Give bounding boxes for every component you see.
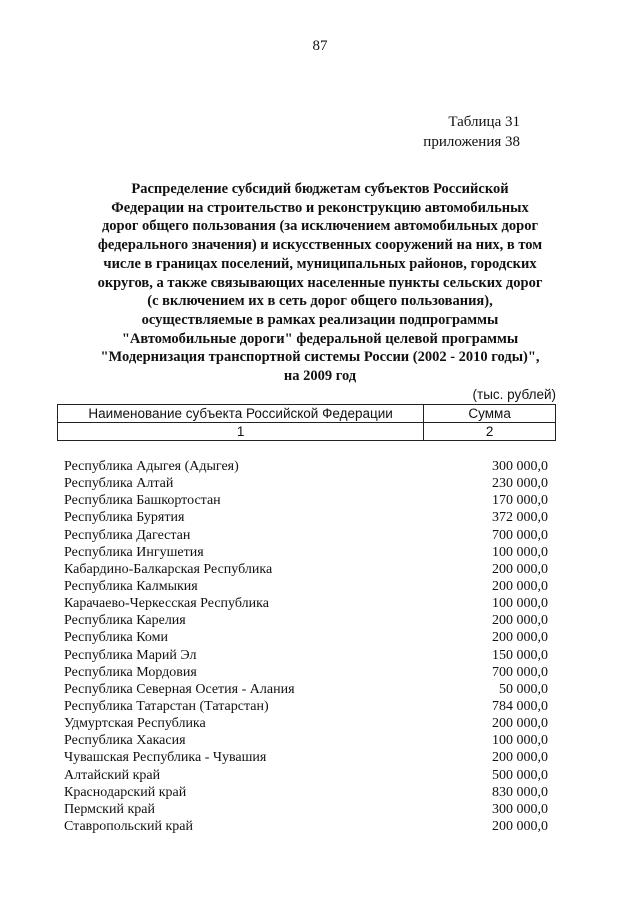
region-name: Удмуртская Республика — [64, 716, 206, 732]
title-line: (с включением их в сеть дорог общего пользования), — [147, 293, 493, 310]
title-line: числе в границах поселений, муниципальных районов, городских — [103, 255, 537, 272]
column-number-1: 1 — [58, 423, 424, 441]
table-row — [64, 458, 548, 475]
table-row — [64, 732, 548, 749]
table-row — [64, 561, 548, 578]
amount: 200 000,0 — [492, 750, 548, 766]
region-name: Республика Карелия — [64, 613, 186, 629]
amount: 170 000,0 — [492, 493, 548, 509]
amount: 500 000,0 — [492, 767, 548, 783]
region-name: Республика Алтай — [64, 476, 174, 492]
region-name: Ставропольский край — [64, 818, 193, 834]
title-line: осуществляемые в рамках реализации подпрограммы — [141, 311, 499, 328]
amount: 100 000,0 — [492, 733, 548, 749]
region-name: Карачаево-Черкесская Республика — [64, 596, 269, 612]
header-row — [58, 405, 556, 423]
title-line: "Модернизация транспортной системы России (2002 - 2010 годы)", — [100, 349, 540, 366]
amount: 372 000,0 — [492, 510, 548, 526]
amount: 200 000,0 — [492, 630, 548, 646]
table-row — [64, 578, 548, 595]
column-number-row — [58, 423, 556, 441]
amount: 150 000,0 — [492, 647, 548, 663]
region-name: Республика Северная Осетия - Алания — [64, 681, 295, 697]
amount: 300 000,0 — [492, 801, 548, 817]
amount: 200 000,0 — [492, 613, 548, 629]
units-label: (тыс. рублей) — [472, 387, 556, 402]
table-reference — [380, 112, 520, 152]
region-name: Республика Калмыкия — [64, 578, 198, 594]
region-name: Краснодарский край — [64, 784, 187, 800]
appendix-number: приложения 38 — [423, 134, 520, 150]
header-name-column: Наименование субъекта Российской Федерации — [58, 405, 424, 423]
amount: 100 000,0 — [492, 596, 548, 612]
region-name: Пермский край — [64, 801, 155, 817]
amount: 784 000,0 — [492, 698, 548, 714]
column-number-2: 2 — [424, 423, 556, 441]
region-name: Республика Татарстан (Татарстан) — [64, 698, 269, 714]
table-row — [64, 509, 548, 526]
table-row — [64, 647, 548, 664]
table-header — [57, 404, 556, 441]
table-row — [64, 784, 548, 801]
table-row — [64, 492, 548, 509]
region-name: Республика Адыгея (Адыгея) — [64, 459, 239, 474]
table-row — [64, 767, 548, 784]
region-name: Чувашская Республика - Чувашия — [64, 750, 267, 766]
region-name: Кабардино-Балкарская Республика — [64, 561, 273, 577]
title-line: Распределение субсидий бюджетам субъектов Российской — [131, 181, 509, 197]
amount: 200 000,0 — [492, 818, 548, 834]
subsidy-rows — [64, 458, 548, 835]
title-line: на 2009 год — [283, 368, 357, 385]
region-name: Республика Бурятия — [64, 510, 185, 526]
region-name: Республика Ингушетия — [64, 544, 204, 560]
amount: 200 000,0 — [492, 716, 548, 732]
table-row — [64, 527, 548, 544]
table-row — [64, 544, 548, 561]
region-name: Республика Мордовия — [64, 664, 197, 680]
page-number: 87 — [312, 38, 328, 54]
amount: 200 000,0 — [492, 578, 548, 594]
amount: 700 000,0 — [492, 664, 548, 680]
table-row — [64, 749, 548, 766]
table-row — [64, 698, 548, 715]
table-number: Таблица 31 — [448, 114, 520, 130]
title-line: "Автомобильные дороги" федеральной целевой программы — [121, 330, 519, 347]
amount: 830 000,0 — [492, 784, 548, 800]
table-row — [64, 629, 548, 646]
amount: 100 000,0 — [492, 544, 548, 560]
document-title — [95, 180, 545, 386]
table-row — [64, 595, 548, 612]
region-name: Республика Дагестан — [64, 527, 191, 543]
region-name: Республика Коми — [64, 630, 168, 646]
title-line: дорог общего пользования (за исключением автомобильных дорог — [101, 218, 539, 235]
amount: 230 000,0 — [492, 476, 548, 492]
region-name: Алтайский край — [64, 767, 161, 783]
region-name: Республика Хакасия — [64, 733, 186, 749]
amount: 300 000,0 — [492, 459, 548, 474]
region-name: Республика Марий Эл — [64, 647, 197, 663]
header-amount-column: Сумма — [424, 405, 556, 423]
amount: 200 000,0 — [492, 561, 548, 577]
title-line: округов, а также связывающих населенные пункты сельских дорог — [97, 274, 543, 291]
title-line: федерального значения) и искусственных сооружений на них, в том — [97, 237, 543, 254]
table-row — [64, 664, 548, 681]
table-row — [64, 612, 548, 629]
table-row — [64, 715, 548, 732]
table-row — [64, 475, 548, 492]
amount: 700 000,0 — [492, 527, 548, 543]
table-row — [64, 681, 548, 698]
table-row — [64, 818, 548, 835]
title-line: Федерации на строительство и реконструкцию автомобильных — [111, 199, 529, 216]
amount: 50 000,0 — [499, 681, 548, 697]
region-name: Республика Башкортостан — [64, 493, 221, 509]
table-row — [64, 801, 548, 818]
